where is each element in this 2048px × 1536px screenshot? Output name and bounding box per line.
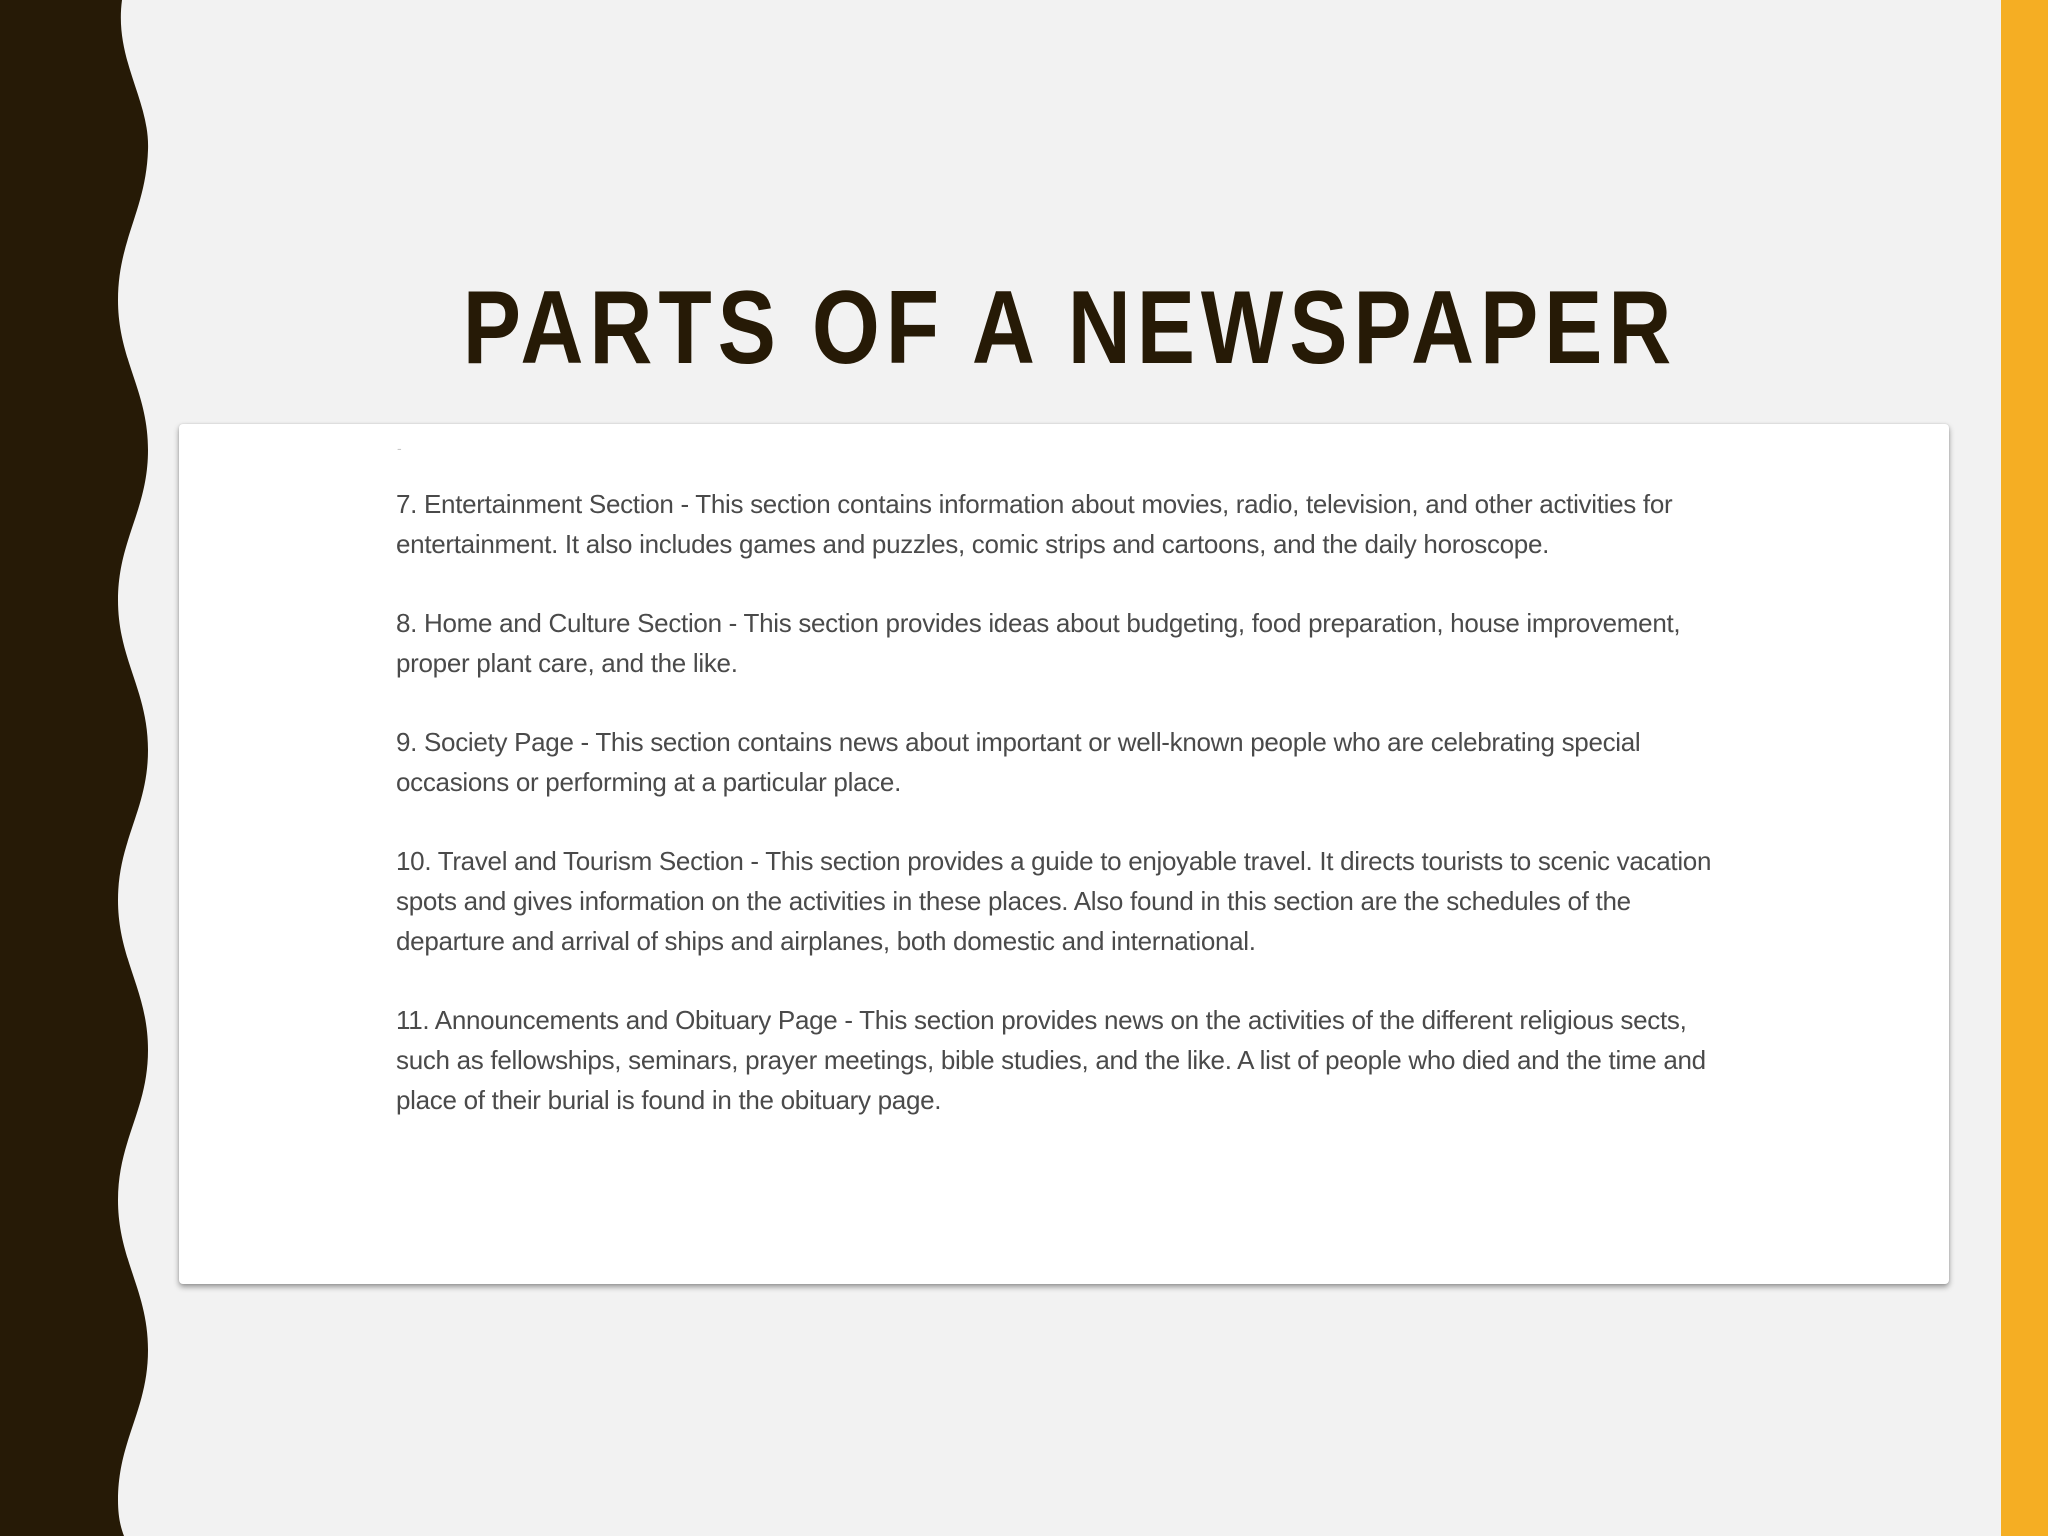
paragraph-home-and-culture-section: 8. Home and Culture Section - This section provides ideas about budgeting, food preparation, house improvement, proper plant care, and the like. xyxy=(396,608,1681,678)
slide-title: PARTS OF A NEWSPAPER xyxy=(462,270,1678,386)
paragraph-society-page: 9. Society Page - This section contains news about important or well-known people who are celebrating special occasions or performing at a particular place. xyxy=(396,727,1641,797)
document-text-block xyxy=(396,484,1736,1159)
wavy-left-border xyxy=(0,0,160,1536)
stray-mark: - xyxy=(397,440,402,456)
document-card xyxy=(179,424,1949,1284)
accent-side-bar xyxy=(2001,0,2048,1536)
paragraph-announcements-and-obituary-page: 11. Announcements and Obituary Page - This section provides news on the activities of the different religious sects, such as fellowships, seminars, prayer meetings, bible studies, and the like. A list of people who died and the time and place of their burial is found in the obituary page. xyxy=(396,1005,1706,1115)
paragraph-entertainment-section: 7. Entertainment Section - This section contains information about movies, radio, television, and other activities for entertainment. It also includes games and puzzles, comic strips and cartoons, and the daily horoscope. xyxy=(396,489,1673,559)
paragraph-travel-and-tourism-section: 10. Travel and Tourism Section - This section provides a guide to enjoyable travel. It directs tourists to scenic vacation spots and gives information on the activities in these places. Also found in this section are the schedules of the departure and arrival of ships and airplanes, both domestic and international. xyxy=(396,846,1712,956)
